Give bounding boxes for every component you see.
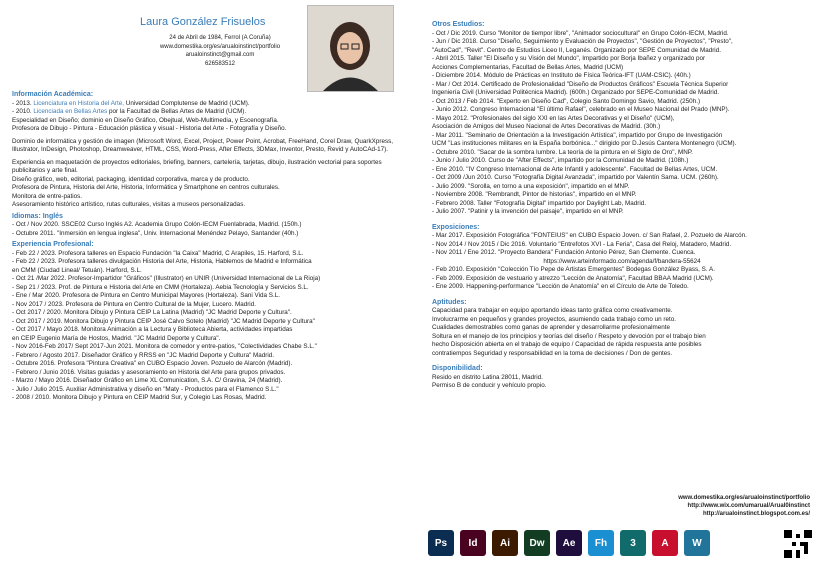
list-item: - Feb 22 / 2023. Profesora talleres divulgación Historia del Arte, Historia, Hablemos de Madrid e Informática: [12, 258, 312, 265]
person-name: Laura González Frisuelos: [140, 16, 266, 28]
list-item: - Junio / Julio 2010. Curso de "After Effects", impartido por la Comunidad de Madrid. (108h.): [432, 157, 689, 164]
list-item: - Marzo / Mayo 2016. Diseñador Gráfico en Lime XL Comunication, S.A. C/ Gravina, 24 (Madrid).: [12, 377, 283, 384]
list-item: - Octubre 2011. "Inmersión en lengua inglesa", Univ. Internacional Menéndez Pelayo, Santander (40h.): [12, 229, 299, 237]
list-item: en CMM (Ciudad Lineal/ Tetuán). Harford, S.L.: [12, 266, 142, 274]
illustrator-icon: Ai: [492, 530, 518, 556]
list-item: - Mar 2017. Exposición Fotográfica "FONTEIUS" en CUBO Espacio Joven. c/ San Rafael, 2. Pozuelo de Alarcón.: [432, 232, 747, 239]
text-paragraph: Diseño gráfico, web, editorial, packaging, identidad corporativa, marca y de producto.: [12, 175, 250, 183]
list-item: - 2008 / 2010. Monitora Dibujo y Pintura en CEIP Madrid Sur, y Colegio Las Rosas, Madrid.: [12, 394, 267, 401]
list-item: Acciones Complementarias, Facultad de Bellas Artes, Madrid (UCM): [432, 63, 624, 71]
section-heading: Disponibilidad:: [432, 365, 483, 372]
item-degree: Licenciada en Bellas Artes: [33, 108, 108, 115]
email[interactable]: arualoinstinct@gmail.com: [185, 52, 255, 58]
portfolio-link[interactable]: www.domestika.org/es/arualoinstinct/portfolio: [159, 43, 281, 50]
reference-link[interactable]: https://www.arteinformado.com/agenda/f/bandera-55624: [543, 257, 701, 265]
links-block: [620, 494, 810, 518]
right-column: [432, 18, 812, 391]
section-heading: Exposiciones:: [432, 223, 480, 231]
list-item: - Ene / Mar 2020. Profesora de Pintura en Centro Municipal Mayores (Hortaleza). Sani Vida S.L.: [12, 292, 280, 299]
item-year: - 2013.: [12, 99, 34, 107]
list-item: - Oct 2013 / Feb 2014. "Experto en Diseño Cad", Colegio Santo Domingo Savio, Madrid. (250h.): [432, 97, 701, 105]
photoshop-icon: Ps: [428, 530, 454, 556]
list-item: - Noviembre 2008. "Rembrandt, Pintor de historias", impartido en el MNP.: [432, 191, 637, 198]
link-wix[interactable]: http://www.wix.com/umarual/Arual0instinct: [687, 503, 810, 509]
section-heading: Experiencia Profesional:: [12, 241, 94, 248]
text-paragraph: Soltura en el manejo de los principios y teorías del diseño / Respeto y devoción por el trabajo bien: [432, 332, 706, 340]
text-paragraph: Cualidades demostrables como ganas de aprender y desarrollarme profesionalmente: [432, 324, 671, 331]
wordpress-icon: W: [684, 530, 710, 556]
link-blog[interactable]: http://arualoinstinct.blogspot.com.es/: [702, 511, 810, 517]
list-item: - Julio 2007. "Patinir y la invención del paisaje", impartido en el MNP.: [432, 208, 624, 215]
list-item: - Abril 2015. Taller "El Diseño y su Visión del Mundo", Impartido por Borja Ibañez y organizado por: [432, 55, 706, 62]
list-item: - Feb 22 / 2023. Profesora talleres en Espacio Fundación "la Caixa" Madrid, C Arapiles, 15. Harford, S.L.: [12, 249, 304, 257]
list-item: - Oct / Dic 2019. Curso "Monitor de tiempor libre", "Animador sociocultural" en Grupo Colón-IECM, Madrid.: [432, 29, 729, 37]
list-item: - Octubre 2010. "Sacar de la sombra lumbre. La teoría de la pintura en el Siglo de Oro", MNP.: [432, 148, 693, 156]
list-item: Ingeniería Civil (Universidad Politécnica Madrid). (600h.) Organizado por SEPE-Comunidad de Madrid.: [432, 89, 719, 96]
list-item: - Nov 2011 / Ene 2012. "Proyecto Bandera" Fundación Antonio Pérez, San Clemente. Cuenca.: [432, 249, 696, 256]
qr-code-icon: [784, 530, 812, 558]
list-item: - Jun / Dic 2018. Curso "Diseño, Seguimiento y Evaluación de Proyectos", "Gestión de Proyectos", "Presto",: [432, 38, 733, 45]
list-item: - Mar 2011. "Seminario de Orientación a la Investigación Artística", impartido por Grupo de Investigación: [432, 131, 723, 139]
list-item: Especialidad en Diseño; dominio en Diseño Gráfico, Obejtual, Web-Multimedia, y Escenografía.: [12, 116, 279, 124]
list-item: - Oct 2009 /Jun 2010. Curso "Fotografía Digital Avanzada", impartido por Valentín Sama. UCM. (260h).: [432, 174, 719, 181]
list-item: - Oct 21 /Mar 2022. Profesor-Impartidor "Gráficos" (Illustrator) en UNIR (Universidad Internacional de La Rioja): [12, 275, 321, 282]
profile-photo: [307, 5, 394, 92]
list-item: - Oct 2017 / 2019. Monitora Dibujo y Pintura CEIP José Calvo Sotelo (Madrid) "JC Madrid Deporte y Cultura": [12, 317, 315, 325]
list-item: - Sep 21 / 2023. Prof. de Pintura e Historia del Arte en CMM (Hortaleza). Aebia Tecnología y Servicios S.L.: [12, 283, 309, 291]
contact-block: [140, 34, 300, 68]
list-item: - Febrero / Junio 2016. Visitas guiadas y asesoramiento en Historia del Arte para grupos privados.: [12, 368, 286, 376]
spacer: [432, 292, 812, 296]
list-item: Asociación de Amigos del Museo Nacional de Artes Decorativas de Madrid. (30h.): [432, 123, 661, 130]
text-paragraph: Dominio de informática y gestión de imagen (Microsoft Word, Excel, Project, Power Point, Acrobat, FreeHand, Corel Draw, QuarkXpress, Illustrator, InDesign, Photoshop, Dreamweaver, HTML, CSS, Word-Press, After Effects, 3DMax, Inventor, Presto, Revid y AutoCAd-17).: [12, 137, 394, 153]
text-paragraph: Resido en distrito Latina 28011, Madrid.: [432, 373, 543, 381]
software-icons: [428, 530, 710, 556]
text-paragraph: Experiencia en maquetación de proyectos editoriales, briefing, banners, cartelería, tarjetas, dibujo, ilustración vectorial para soportes publicitarios y arte final.: [12, 158, 382, 174]
list-item: - Nov 2017 / 2023. Profesora de Pintura en Centro Cultural de la Mujer, Lucero. Madrid.: [12, 300, 256, 308]
section-heading: Información Académica:: [12, 91, 94, 98]
section-heading: Aptitudes:: [432, 298, 467, 306]
link-domestika[interactable]: www.domestika.org/es/arualoinstinct/portfolio: [678, 495, 810, 501]
birth-info: 24 de Abril de 1984, Ferrol (A Coruña): [169, 35, 271, 41]
education-item: [12, 100, 406, 109]
list-item: UCM "Las instituciones militares en la España borbónica..." dirigido por D.Jesús Cantera Montenegro (UCM).: [432, 140, 737, 147]
list-item: - Oct 2017 / Mayo 2018. Monitora Animación a la Lectura y Biblioteca Abierta, actividades impartidas: [12, 326, 293, 333]
item-degree: Licenciatura en Historia del Arte,: [33, 99, 125, 107]
list-item: "AutoCad", "Revit". Centro de Estudios Liceo II, Leganés. Organizado por SEPE Comunidad de Madrid.: [432, 46, 721, 54]
list-item: - Mayo 2012. "Profesionales del siglo XXI en las Artes Decorativas y el Diseño" (UCM),: [432, 114, 675, 122]
list-item: en CEIP Eugenio María de Hostos, Madrid. "JC Madrid Deporte y Cultura".: [12, 334, 221, 342]
list-item: - Oct / Nov 2020. SSCE02 Curso Inglés A2. Academia Grupo Colón-IECM Fuenlabrada, Madrid. (150h.): [12, 221, 302, 228]
list-item: - Junio 2012. Congreso Internacional "El último Rafael", celebrado en el Museo Nacional del Prado (MNP).: [432, 106, 730, 113]
text-paragraph: hecho Disposición abierta en el trabajo de equipo / Capacidad de rápida respuesta ante posibles: [432, 341, 702, 348]
list-item: - Nov 2016-Feb 2017/ Sept 2017-Jun 2021. Monitora de comedor y entre-patios, "Colectividades Chabe S.L.": [12, 343, 317, 350]
list-item: - Mar / Oct 2014. Certificado de Profesionalidad "Diseño de Productos Gráficos" Escuela Técnica Superior: [432, 80, 729, 88]
list-item: - Ene 2009. Happening-performance "Lección de Anatomía" en el Círculo de Arte de Toledo.: [432, 283, 689, 290]
list-item: - Febrero 2008. Taller "Fotografía Digital" impartido por Daylight Lab, Madrid.: [432, 199, 647, 207]
list-item: - Julio / Julio 2015. Auxiliar Administrativa y diseño en "Maty - Productos para el Flamenco S.L.": [12, 385, 279, 393]
list-item: - Diciembre 2014. Módulo de Prácticas en Instituto de Física Teórica-IFT (UAM-CSIC). (40h.): [432, 72, 691, 79]
spacer: [432, 217, 812, 221]
list-item: - Feb 2009. Exposición de vestuario y atrezzo "Lección de Anatomía", Facultad BBAA Madrid (UCM).: [432, 274, 714, 282]
text-paragraph: Permiso B de conducir y vehículo propio.: [432, 382, 547, 389]
list-item: - Feb 2010. Exposición "Colección Tío Pepe de Artistas Emergentes" Bodegas González Byass, S. A.: [432, 266, 715, 273]
education-item: [12, 108, 406, 117]
list-item: - Oct 2017 / 2020. Monitora Dibujo y Pintura CEIP La Latina (Madrid) "JC Madrid Deporte y Cultura".: [12, 309, 292, 316]
text-paragraph: Involucrarme en pequeños y grandes proyectos, asumiendo cada trabajo como un reto.: [432, 315, 676, 323]
phone: 626583512: [204, 60, 236, 67]
item-year: - 2010.: [12, 108, 34, 115]
3dmax-icon: 3: [620, 530, 646, 556]
section-heading: Otros Estudios:: [432, 21, 485, 28]
item-institution: Universidad Complutense de Madrid (UCM).: [124, 99, 250, 107]
text-paragraph: Profesora de Pintura, Historia del Arte, Historia, Informática y Smartphone en centros culturales.: [12, 184, 280, 191]
spacer: [432, 358, 812, 362]
list-item: - Julio 2009. "Sorolla, en torno a una exposición", impartido en el MNP.: [432, 182, 630, 190]
item-institution: por la Facultad de Bellas Artes de Madrid (UCM).: [107, 108, 247, 115]
text-paragraph: Monitora de entre-patios.: [12, 192, 83, 200]
text-paragraph: Asesoramiento histórico artístico, rutas culturales, visitas a museos personalizadas.: [12, 201, 246, 208]
indesign-icon: Id: [460, 530, 486, 556]
text-paragraph: contratiempos Seguridad y responsabilidad en la toma de decisiones / Don de gentes.: [432, 349, 673, 357]
list-item: - Febrero / Agosto 2017. Diseñador Gráfico y RRSS en "JC Madrid Deporte y Cultura" Madrid.: [12, 351, 275, 359]
left-column: [12, 88, 406, 403]
text-paragraph: Capacidad para trabajar en equipo aportando ideas tanto gráfica como creativamente.: [432, 307, 673, 314]
list-item: Profesora de Dibujo - Pintura - Educación plástica y visual - Historia del Arte - Fotografía y Diseño.: [12, 125, 287, 132]
dreamweaver-icon: Dw: [524, 530, 550, 556]
autocad-icon: A: [652, 530, 678, 556]
after-effects-icon: Ae: [556, 530, 582, 556]
list-item: - Octubre 2016. Profesora "Pintura Creativa" en CUBO Espacio Joven. Pozuelo de Alarcón (Madrid).: [12, 360, 293, 367]
freehand-icon: Fh: [588, 530, 614, 556]
section-heading: Idiomas: Inglés: [12, 212, 63, 220]
list-item: - Ene 2010. "IV Congreso Internacional de Arte Infantil y adolescente". Facultad de Bellas Artes, UCM.: [432, 165, 718, 173]
list-item: - Nov 2014 / Nov 2015 / Dic 2016. Voluntario "Entrefotos XVI - La Feria", Casa del Reloj, Matadero, Madrid.: [432, 240, 732, 248]
